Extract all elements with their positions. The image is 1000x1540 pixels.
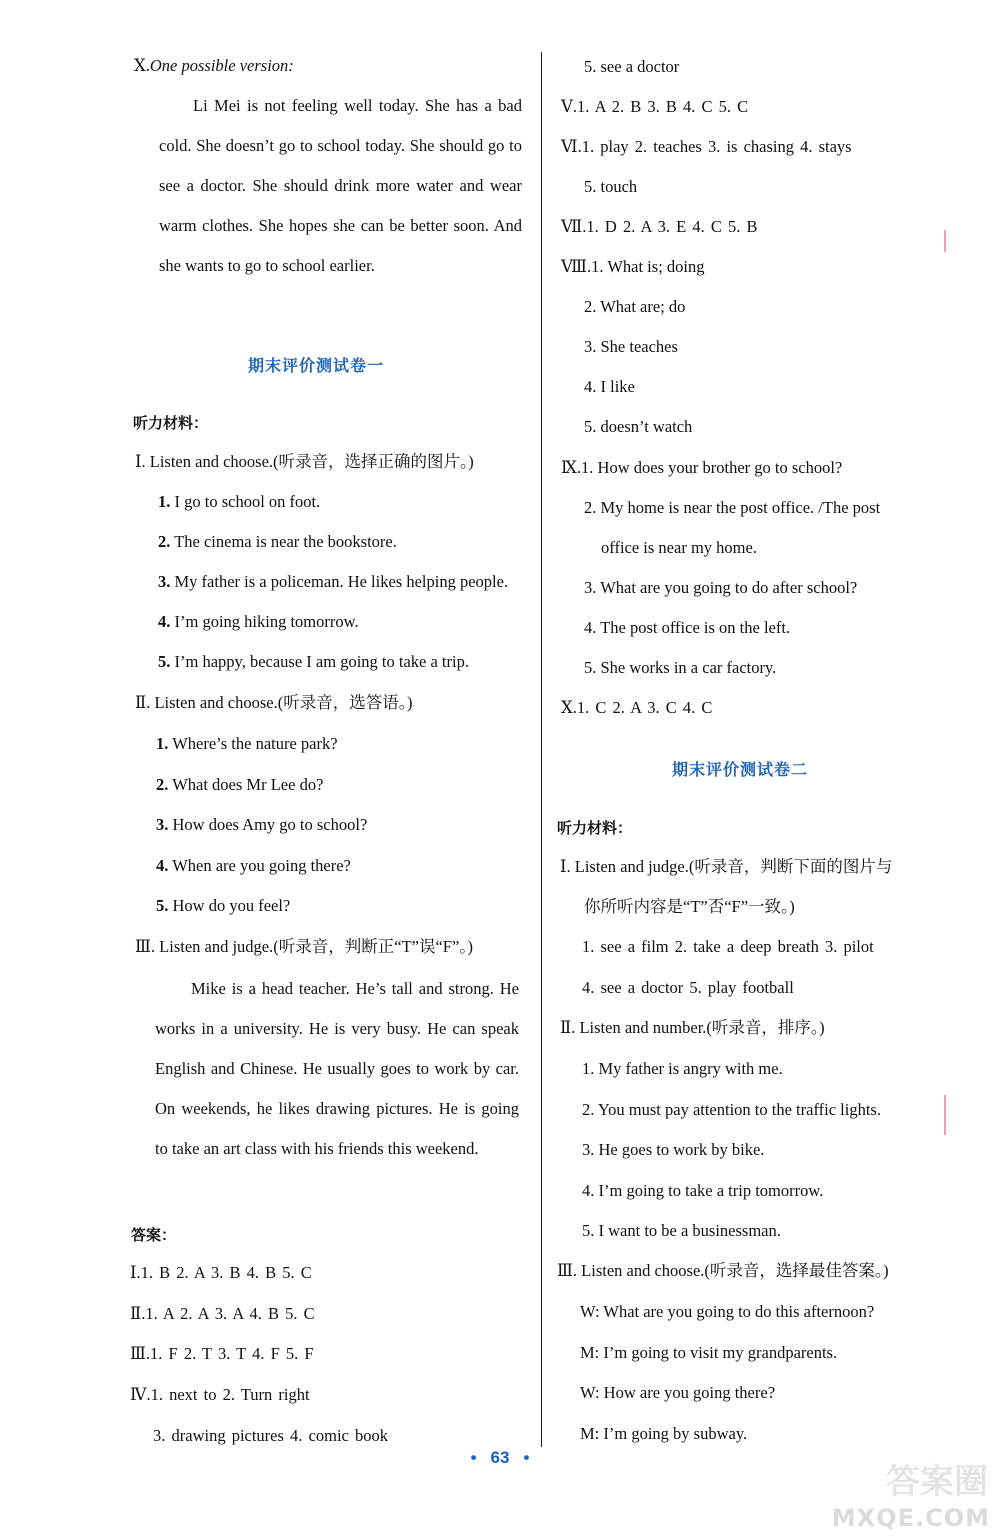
dialogue-line: W: How are you going there? [580, 1383, 776, 1402]
answers-label: 答案： [131, 1226, 177, 1244]
exam2-title: 期末评价测试卷二 [672, 760, 809, 779]
answer-line: 3. What are you going to do after school? [584, 578, 858, 597]
passage-text: Mike is a head teacher. He’s tall and strong. He works in a university. He is very busy. He can speak English and Chinese. He usually goes to work by car. On weekends, he likes drawing pictures. He is going to take an art class with his friends this weekend. [155, 979, 519, 1158]
dialogue-line: W: What are you going to do this afternoon? [580, 1302, 875, 1321]
list-item: 5. I’m happy, because I am going to take a trip. [158, 652, 469, 671]
answer-line: 5. doesn’t watch [584, 417, 693, 436]
answer-line: Ⅸ.1. How does your brother go to school? [561, 458, 843, 477]
dialogue-line: M: I’m going to visit my grandparents. [580, 1342, 838, 1362]
list-item: 2. What does Mr Lee do? [156, 774, 324, 794]
answer-line: office is near my home. [601, 538, 757, 557]
answer-line: 4. I like [584, 377, 635, 396]
listening-label: 听力材料： [557, 819, 633, 837]
answer-line: Ⅲ.1. F 2. T 3. T 4. F 5. F [130, 1344, 314, 1363]
section-title: Ⅲ. Listen and choose.(听录音，选择最佳答案。) [557, 1261, 889, 1280]
list-item: 2. The cinema is near the bookstore. [158, 532, 397, 551]
answer-line: Ⅳ.1. next to 2. Turn right [130, 1384, 310, 1404]
answer-line: Ⅷ.1. What is; doing [561, 257, 705, 276]
answer-line: 5. She works in a car factory. [584, 658, 777, 677]
section-title: Ⅰ. Listen and judge.(听录音，判断下面的图片与 [560, 857, 893, 876]
section-title: Ⅲ. Listen and judge.(听录音，判断正“T”误“F”。) [135, 937, 474, 956]
section-title: 你所听内容是“T”否“F”一致。) [584, 897, 795, 916]
watermark-logo-mark: 答案圈 [886, 1462, 988, 1502]
list-item: 3. My father is a policeman. He likes helping people. [158, 572, 509, 591]
listening-label: 听力材料： [133, 414, 209, 432]
section-title: Ⅰ. Listen and choose.(听录音，选择正确的图片。) [135, 452, 474, 471]
answer-line: 2. What are; do [584, 297, 686, 316]
answer-line: 3. drawing pictures 4. comic book [153, 1426, 388, 1445]
list-item: 4. I’m going to take a trip tomorrow. [582, 1180, 824, 1200]
answer-line: 3. She teaches [584, 337, 678, 356]
watermark-logo-url: MXQE.COM [831, 1504, 990, 1532]
essay-label: Ⅹ.One possible version: [134, 56, 294, 75]
answer-line: Ⅰ.1. B 2. A 3. B 4. B 5. C [130, 1263, 312, 1282]
margin-mark [944, 230, 946, 252]
answer-line: 5. see a doctor [584, 57, 680, 76]
list-item: 2. You must pay attention to the traffic lights. [582, 1099, 881, 1119]
answer-line: Ⅴ.1. A 2. B 3. B 4. C 5. C [561, 97, 749, 116]
dialogue-line: M: I’m going by subway. [580, 1423, 748, 1443]
list-item: 4. I’m going hiking tomorrow. [158, 612, 359, 631]
margin-mark [944, 1095, 946, 1135]
list-item: 1. I go to school on foot. [158, 492, 321, 511]
essay-text: Li Mei is not feeling well today. She has a bad cold. She doesn’t go to school today. She should go to see a doctor. She should drink more water and wear warm clothes. She hopes she can be better soon. And she wants to go to school earlier. [159, 96, 522, 275]
watermark-logo [831, 1454, 994, 1534]
list-item: 4. When are you going there? [156, 855, 351, 875]
list-item: 5. I want to be a businessman. [582, 1221, 781, 1240]
list-item: 3. How does Amy go to school? [156, 815, 368, 834]
item-line: 4. see a doctor 5. play football [582, 978, 794, 997]
answer-line: Ⅶ.1. D 2. A 3. E 4. C 5. B [561, 217, 758, 236]
exam1-title: 期末评价测试卷一 [248, 356, 385, 375]
answer-line: Ⅵ.1. play 2. teaches 3. is chasing 4. stays [561, 137, 852, 156]
list-item: 5. How do you feel? [156, 896, 291, 915]
item-line: 1. see a film 2. take a deep breath 3. pilot [582, 937, 874, 956]
page-number: • 63 • [470, 1448, 530, 1467]
answer-line: 5. touch [584, 177, 638, 196]
list-item: 3. He goes to work by bike. [582, 1140, 765, 1159]
list-item: 1. Where’s the nature park? [156, 734, 338, 753]
answer-line: Ⅹ.1. C 2. A 3. C 4. C [561, 698, 713, 717]
section-title: Ⅱ. Listen and number.(听录音，排序。) [560, 1018, 825, 1037]
answer-line: 4. The post office is on the left. [584, 618, 791, 637]
answer-line: Ⅱ.1. A 2. A 3. A 4. B 5. C [130, 1303, 315, 1323]
answer-line: 2. My home is near the post office. /The post [584, 498, 881, 517]
section-title: Ⅱ. Listen and choose.(听录音，选答语。) [135, 693, 413, 712]
column-divider [541, 52, 542, 1447]
list-item: 1. My father is angry with me. [582, 1059, 783, 1078]
